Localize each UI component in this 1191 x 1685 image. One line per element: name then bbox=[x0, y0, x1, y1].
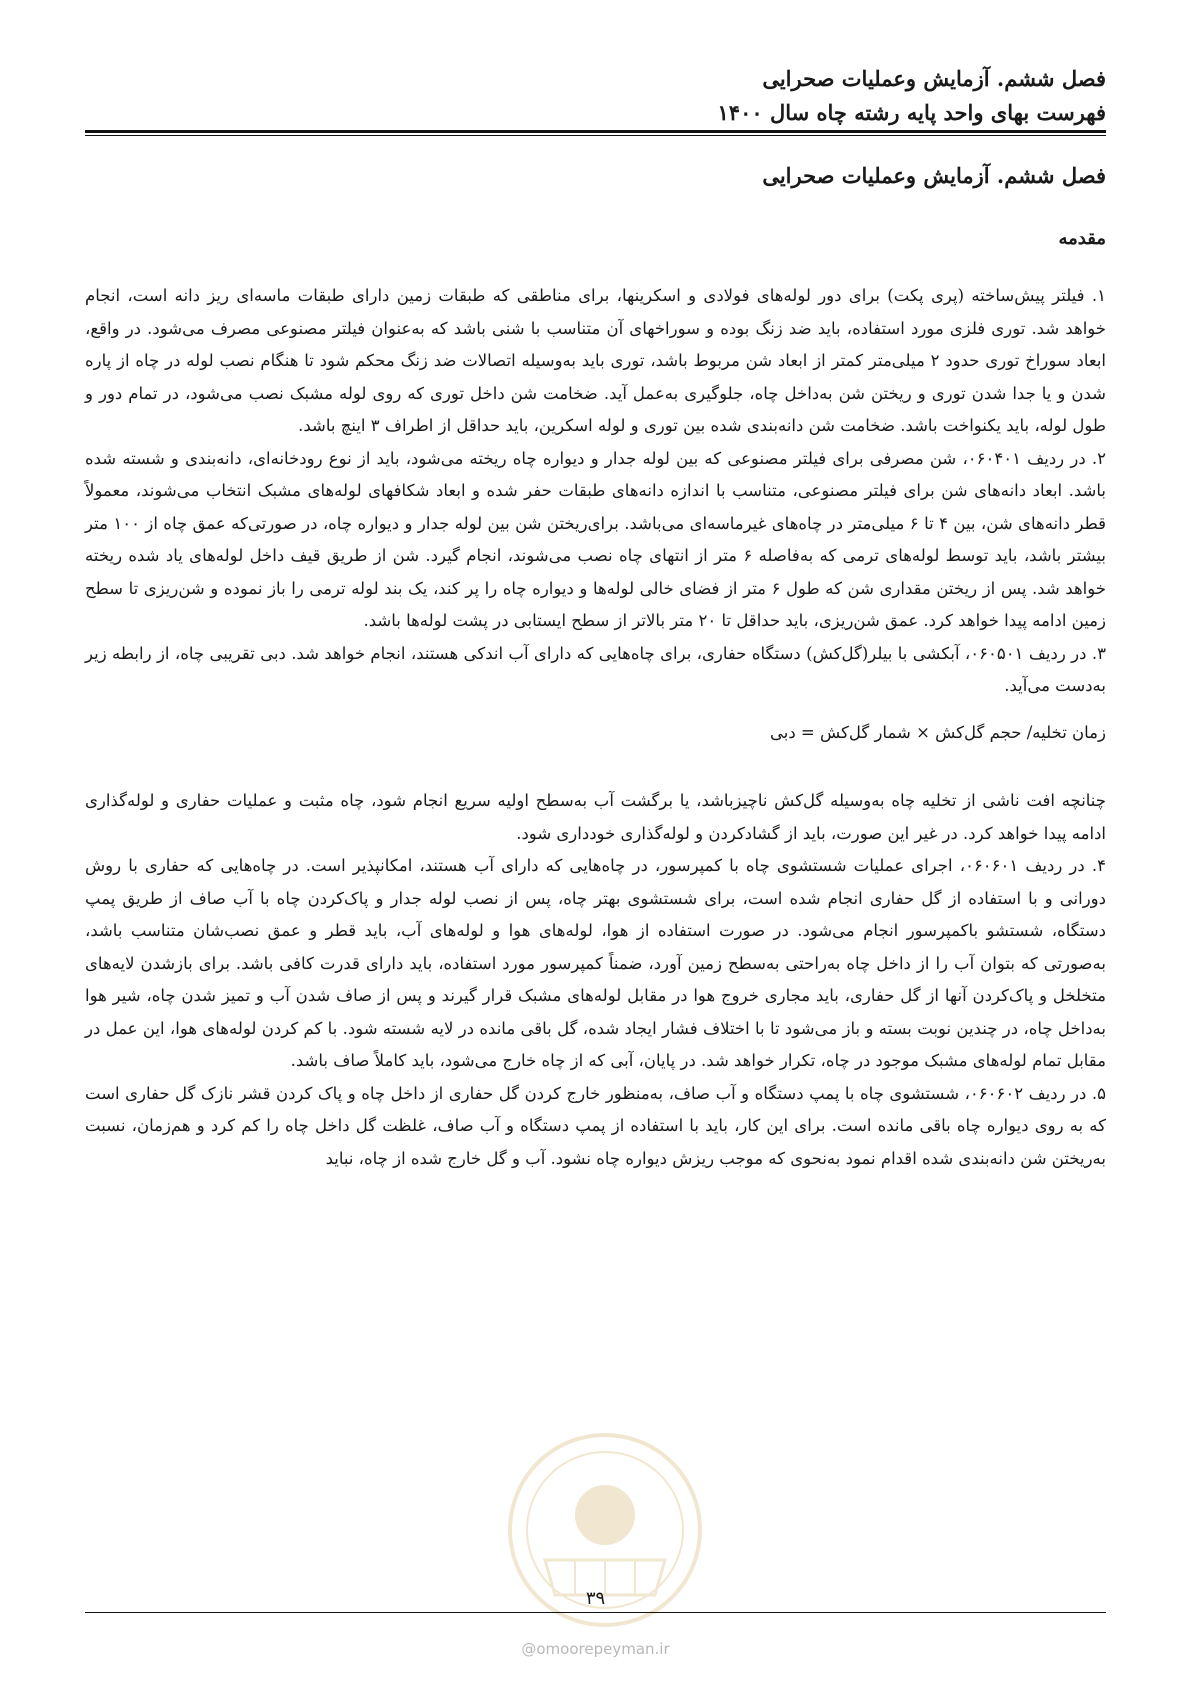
header-title-line: فهرست بهای واحد پایه رشته چاه سال ۱۴۰۰ bbox=[717, 100, 1106, 125]
paragraph-5: ۴. در ردیف ۰۶۰۶۰۱، اجرای عملیات شستشوی چاه با کمپرسور، در چاه‌هایی که دارای آب هستند، امکانپذیر است. در چاه‌هایی که حفاری با روش دورانی و با استفاده از گل حفاری انجام شده است، برای شستشوی بهتر چاه، پس از نصب لوله جدار و پاک‌کردن چاه با آب صاف از طریق پمپ دستگاه، شستشو باکمپرسور انجام می‌شود. در صورت استفاده از هوا، لوله‌های هوا و لوله‌های آب، باید قطر و عمق نصب‌شان متناسب باشد، به‌صورتی که بتوان آب را از داخل چاه به‌راحتی به‌سطح زمین آورد، ضمناً کمپرسور مورد استفاده، باید دارای قدرت کافی باشد. برای بازشدن لایه‌های متخلخل و پاک‌کردن آنها از گل حفاری، باید مجاری خروج هوا در مقابل لوله‌های مشبک قرار گیرند و پس از صاف شدن آب و تمیز شدن چاه، شیر هوا به‌داخل چاه، در چندین نوبت بسته و باز می‌شود تا با اختلاف فشار ایجاد شده، گل باقی مانده در لایه شسته شود. با کم کردن لوله‌های هوا، این عمل در مقابل تمام لوله‌های مشبک موجود در چاه، تکرار خواهد شد. در پایان، آبی که از چاه خارج می‌شود، باید کاملاً صاف باشد. bbox=[85, 856, 1106, 1070]
header-rule-thin bbox=[85, 135, 1106, 136]
body-text bbox=[85, 280, 1106, 1175]
header-chapter-line: فصل ششم. آزمایش وعملیات صحرایی bbox=[762, 66, 1106, 91]
paragraph-1: ۱. فیلتر پیش‌ساخته (پری پکت) برای دور لوله‌های فولادی و اسکرینها، برای مناطقی که طبقات زمین دارای طبقات ماسه‌ای ریز دانه است، انجام خواهد شد. توری فلزی مورد استفاده، باید ضد زنگ بوده و سوراخهای آن متناسب با شنی باشد که به‌عنوان فیلتر مصنوعی مصرف می‌شود. در واقع، ابعاد سوراخ توری حدود ۲ میلی‌متر کمتر از ابعاد شن مربوط باشد، توری باید به‌وسیله اتصالات ضد زنگ محکم شود تا هنگام نصب لوله در چاه از پاره شدن و یا جدا شدن توری و ریختن شن به‌داخل چاه، جلوگیری به‌عمل آید. ضخامت شن داخل توری که روی لوله مشبک نصب می‌شود، در تمام دور و طول لوله، باید یکنواخت باشد. ضخامت شن دانه‌بندی شده بین توری و لوله اسکرین، باید حداقل از اطراف ۳ اینچ باشد. bbox=[85, 286, 1106, 435]
paragraph-3: ۳. در ردیف ۰۶۰۵۰۱، آبکشی با بیلر(گل‌کش) دستگاه حفاری، برای چاه‌هایی که دارای آب اندکی هستند، انجام خواهد شد. دبی تقریبی چاه، از رابطه زیر به‌دست می‌آید. bbox=[85, 643, 1106, 695]
paragraph-6: ۵. در ردیف ۰۶۰۶۰۲، شستشوی چاه با پمپ دستگاه و آب صاف، به‌منظور خارج کردن گل حفاری از داخل چاه و پاک کردن قشر نازک گل حفاری است که به روی دیواره چاه باقی مانده است. برای این کار، باید با استفاده از پمپ دستگاه و آب صاف، غلظت گل داخل چاه را کم کرد و هم‌زمان، نسبت به‌ریختن شن دانه‌بندی شده اقدام نمود به‌نحوی که موجب ریزش دیواره چاه نشود. آب و گل خارج شده از چاه، نباید bbox=[85, 1083, 1106, 1168]
footer-website: @omoorepeyman.ir bbox=[521, 1640, 670, 1658]
paragraph-4: چنانچه افت ناشی از تخلیه چاه به‌وسیله گل‌کش ناچیزباشد، یا برگشت آب به‌سطح اولیه سریع انجام شود، چاه مثبت و عملیات حفاری و لوله‌گذاری ادامه پیدا خواهد کرد. در غیر این صورت، باید از گشادکردن و لوله‌گذاری خودداری شود. bbox=[85, 791, 1106, 843]
chapter-title: فصل ششم. آزمایش وعملیات صحرایی bbox=[762, 163, 1106, 188]
header-rule-thick bbox=[85, 130, 1106, 133]
paragraph-2: ۲. در ردیف ۰۶۰۴۰۱، شن مصرفی برای فیلتر مصنوعی که بین لوله جدار و دیواره چاه ریخته می‌شود، باید از نوع رودخانه‌ای، دانه‌بندی و شسته شده باشد. ابعاد دانه‌های شن برای فیلتر مصنوعی، متناسب با اندازه دانه‌های طبقات حفر شده و ابعاد شکافهای لوله‌های مشبک انتخاب می‌شوند، معمولاً قطر دانه‌های شن، بین ۴ تا ۶ میلی‌متر در چاه‌های غیرماسه‌ای می‌باشد. برای‌ریختن شن بین لوله جدار و دیواره چاه، در صورتی‌که عمق چاه از ۱۰۰ متر بیشتر باشد، باید توسط لوله‌های ترمی که به‌فاصله ۶ متر از انتهای چاه نصب می‌شوند، انجام گیرد. شن از طریق قیف داخل لوله‌های یاد شده ریخته خواهد شد. پس از ریختن مقداری شن که طول ۶ متر از فضای خالی لوله‌ها و دیواره چاه را پر کند، یک بند لوله ترمی را باز نموده و شن‌ریزی تا سطح زمین ادامه پیدا خواهد کرد. عمق شن‌ریزی، باید حداقل تا ۲۰ متر بالاتر از سطح ایستابی در پشت لوله‌ها باشد. bbox=[85, 448, 1107, 630]
discharge-formula: زمان تخلیه/ حجم گل‌کش × شمار گل‌کش = دبی bbox=[769, 722, 1106, 742]
page-number: ۳۹ bbox=[585, 1588, 606, 1609]
intro-heading: مقدمه bbox=[1058, 228, 1106, 249]
running-header bbox=[718, 62, 1106, 130]
footer-rule bbox=[85, 1612, 1106, 1613]
